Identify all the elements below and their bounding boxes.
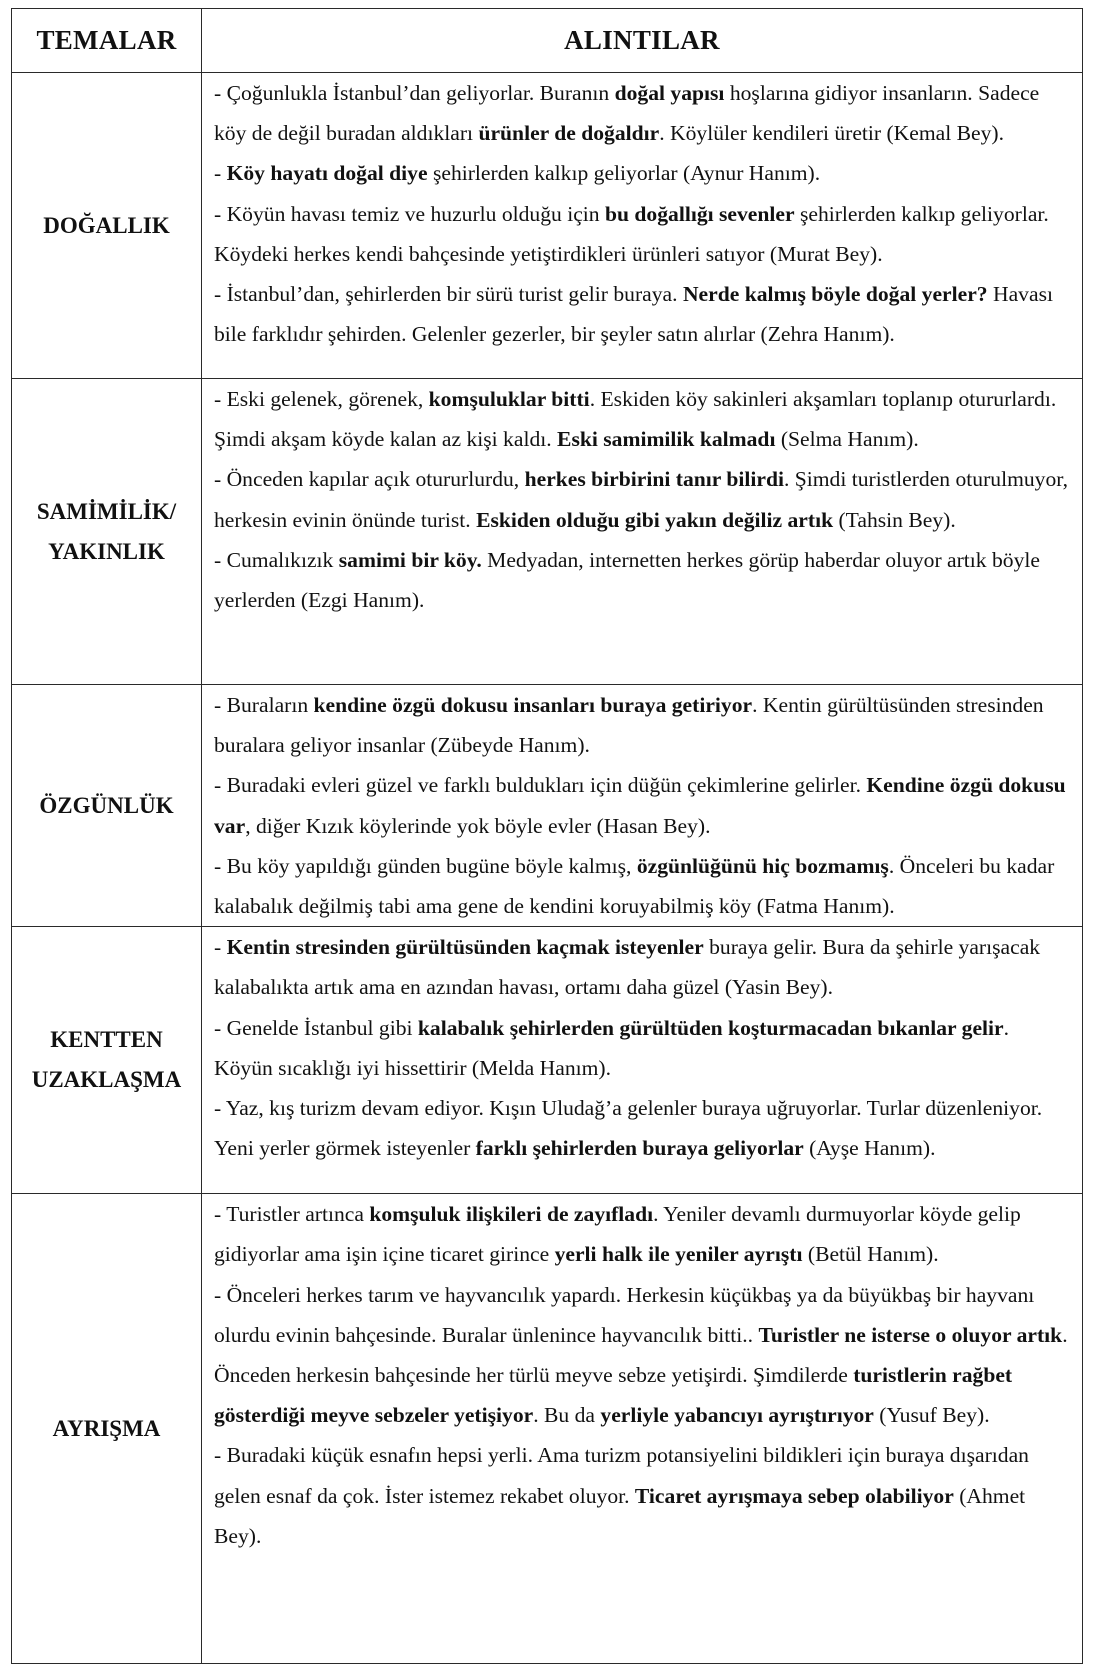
- quote-emphasis: komşuluklar bitti: [428, 387, 590, 411]
- quote-text: - İstanbul’dan, şehirlerden bir sürü turist gelir buraya.: [214, 282, 683, 307]
- quote-text: (Ayşe Hanım).: [803, 1136, 936, 1161]
- quote-text: - Eski gelenek, görenek,: [214, 387, 429, 411]
- quote-text: . Yeniler devamlı durmuyorlar köyde gelip gidiyorlar ama işin içine ticaret girince: [214, 1202, 1021, 1267]
- quote-emphasis: özgünlüğünü hiç bozmamış: [636, 853, 889, 878]
- quote-text: - Buraların: [214, 693, 314, 717]
- theme-label-line: UZAKLAŞMA: [31, 1067, 182, 1093]
- theme-label-line: KENTTEN: [50, 1027, 163, 1053]
- quote-text: . Şimdi turistlerden oturulmuyor, herkesin evinin önünde turist.: [214, 467, 1068, 532]
- theme-cell: [12, 73, 202, 379]
- quote-emphasis: yerliyle yabancıyı ayrıştırıyor: [600, 1403, 874, 1428]
- quote-paragraph: [214, 685, 1072, 765]
- themes-quotes-table: [11, 8, 1083, 1664]
- quotes-cell: [202, 379, 1083, 685]
- quotes-cell: [202, 1194, 1083, 1664]
- quote-emphasis: turistlerin rağbet gösterdiği meyve sebzeler yetişiyor: [214, 1363, 1013, 1428]
- quote-text: - Buradaki küçük esnafın hepsi yerli. Ama turizm potansiyelini bildikleri için buraya dışarıdan gelen esnaf da çok. İster istemez rekabet oluyor.: [214, 1443, 1029, 1508]
- quote-text: (Yusuf Bey).: [873, 1403, 990, 1428]
- theme-label-line: YAKINLIK: [48, 538, 165, 564]
- quote-text: Havası bile farklıdır şehirden. Gelenler gezerler, bir şeyler satın alırlar (Zehra Hanım).: [214, 282, 1053, 347]
- quote-emphasis: Turistler ne isterse o oluyor artık: [758, 1322, 1063, 1347]
- quote-text: - Yaz, kış turizm devam ediyor. Kışın Uludağ’a gelenler buraya uğruyorlar. Turlar düzenleniyor. Yeni yerler görmek isteyenler: [214, 1096, 1043, 1161]
- quote-paragraph: [214, 927, 1072, 1007]
- quote-paragraph: [214, 1435, 1072, 1556]
- table-row: [12, 379, 1083, 685]
- table-row: [12, 927, 1083, 1194]
- quote-paragraph: [214, 274, 1072, 354]
- quote-emphasis: Eski samimilik kalmadı: [557, 427, 776, 452]
- theme-label-line: DOĞALLIK: [43, 212, 170, 238]
- quote-emphasis: bu doğallığı sevenler: [605, 201, 795, 226]
- quote-paragraph: [214, 540, 1072, 620]
- theme-label-line: ÖZGÜNLÜK: [39, 792, 174, 818]
- quote-text: - Turistler artınca: [214, 1202, 370, 1227]
- theme-cell: [12, 1194, 202, 1664]
- theme-cell: [12, 927, 202, 1194]
- quotes-cell: [202, 685, 1083, 927]
- quote-paragraph: [214, 1088, 1072, 1168]
- quote-emphasis: Kentin stresinden gürültüsünden kaçmak isteyenler: [226, 935, 704, 960]
- quote-text: . Köylüler kendileri üretir (Kemal Bey).: [659, 121, 1005, 146]
- quote-emphasis: doğal yapısı: [614, 81, 725, 105]
- quote-emphasis: komşuluk ilişkileri de zayıfladı: [369, 1202, 654, 1227]
- quote-text: , diğer Kızık köylerinde yok böyle evler (Hasan Bey).: [245, 813, 711, 838]
- quote-text: şehirlerden kalkıp geliyorlar (Aynur Hanım).: [427, 161, 821, 186]
- quote-paragraph: [214, 153, 1072, 193]
- quotes-column-header: ALINTILAR: [202, 9, 1083, 73]
- quote-paragraph: [214, 194, 1072, 274]
- quote-text: . Önceden herkesin bahçesinde her türlü meyve sebze yetişirdi. Şimdilerde: [214, 1322, 1068, 1388]
- theme-label-line: SAMİMİLİK/: [36, 498, 177, 524]
- quote-text: . Kentin gürültüsünden stresinden buralara geliyor insanlar (Zübeyde Hanım).: [214, 693, 1044, 758]
- quote-text: buraya gelir. Bura da şehirle yarışacak kalabalıkta artık ama en azından havası, ortamı daha güzel (Yasin Bey).: [214, 935, 1041, 1000]
- quotes-cell: [202, 927, 1083, 1194]
- quote-paragraph: [214, 73, 1072, 153]
- quote-text: (Selma Hanım).: [775, 427, 919, 452]
- quote-paragraph: [214, 846, 1072, 926]
- quote-text: - Çoğunlukla İstanbul’dan geliyorlar. Buranın: [214, 81, 615, 105]
- quote-text: - Önceleri herkes tarım ve hayvancılık yapardı. Herkesin küçükbaş ya da büyükbaş bir hayvanı olurdu evinin bahçesinde. Buralar ünlenince hayvancılık bitti..: [214, 1282, 1035, 1347]
- quote-emphasis: kalabalık şehirlerden gürültüden koşturmacadan bıkanlar gelir: [417, 1015, 1004, 1040]
- quote-text: . Köyün sıcaklığı iyi hissettirir (Melda Hanım).: [214, 1015, 1010, 1080]
- quote-emphasis: kendine özgü dokusu insanları buraya getiriyor: [313, 693, 753, 717]
- quote-emphasis: samimi bir köy.: [338, 547, 482, 572]
- themes-column-header: TEMALAR: [12, 9, 202, 73]
- quote-emphasis: Kendine özgü dokusu var: [214, 773, 1066, 838]
- table-row: [12, 685, 1083, 927]
- quote-paragraph: [214, 765, 1072, 845]
- quote-text: - Bu köy yapıldığı günden bugüne böyle kalmış,: [214, 853, 637, 878]
- quote-text: hoşlarına gidiyor insanların. Sadece köy de değil buradan aldıkları: [214, 81, 1040, 146]
- quote-emphasis: ürünler de doğaldır: [478, 121, 660, 146]
- quote-text: - Önceden kapılar açık otururlurdu,: [214, 467, 525, 492]
- quote-text: . Önceleri bu kadar kalabalık değilmiş tabi ama gene de kendini koruyabilmiş köy (Fatma Hanım).: [214, 853, 1055, 919]
- quote-emphasis: Nerde kalmış böyle doğal yerler?: [682, 282, 988, 307]
- quote-text: -: [214, 161, 227, 186]
- quote-paragraph: [214, 1275, 1072, 1436]
- quote-paragraph: [214, 1008, 1072, 1088]
- theme-cell: [12, 685, 202, 927]
- quote-emphasis: yerli halk ile yeniler ayrıştı: [554, 1242, 803, 1267]
- quote-text: Medyadan, internetten herkes görüp haberdar oluyor artık böyle yerlerden (Ezgi Hanım).: [214, 547, 1040, 613]
- quote-emphasis: Eskiden olduğu gibi yakın değiliz artık: [476, 507, 834, 532]
- quote-text: - Cumalıkızık: [214, 547, 339, 572]
- table-row: [12, 1194, 1083, 1664]
- quote-text: - Köyün havası temiz ve huzurlu olduğu için: [214, 201, 605, 226]
- theme-cell: [12, 379, 202, 685]
- table-header-row: [12, 9, 1083, 73]
- table-row: [12, 73, 1083, 379]
- theme-label-line: AYRIŞMA: [52, 1415, 161, 1441]
- quote-emphasis: Ticaret ayrışmaya sebep olabiliyor: [634, 1483, 954, 1508]
- quote-text: (Betül Hanım).: [802, 1242, 939, 1267]
- quote-emphasis: herkes birbirini tanır bilirdi: [524, 467, 784, 492]
- quote-paragraph: [214, 379, 1072, 459]
- quotes-cell: [202, 73, 1083, 379]
- table-body: [12, 73, 1083, 1664]
- quote-emphasis: farklı şehirlerden buraya geliyorlar: [475, 1136, 804, 1161]
- quote-text: (Ahmet Bey).: [214, 1483, 1026, 1548]
- quote-text: - Buradaki evleri güzel ve farklı buldukları için düğün çekimlerine gelirler.: [214, 773, 867, 798]
- quote-emphasis: Köy hayatı doğal diye: [226, 161, 428, 186]
- quote-paragraph: [214, 1194, 1072, 1274]
- quote-text: (Tahsin Bey).: [833, 507, 956, 532]
- quote-text: . Bu da: [533, 1403, 601, 1428]
- quote-text: şehirlerden kalkıp geliyorlar. Köydeki herkes kendi bahçesinde yetiştirdikleri ürünleri satıyor (Murat Bey).: [214, 201, 1049, 266]
- quote-text: - Genelde İstanbul gibi: [214, 1015, 418, 1040]
- quote-text: . Eskiden köy sakinleri akşamları toplanıp otururlardı. Şimdi akşam köyde kalan az kişi kaldı.: [214, 387, 1057, 452]
- quote-paragraph: [214, 459, 1072, 539]
- quote-text: -: [214, 935, 227, 960]
